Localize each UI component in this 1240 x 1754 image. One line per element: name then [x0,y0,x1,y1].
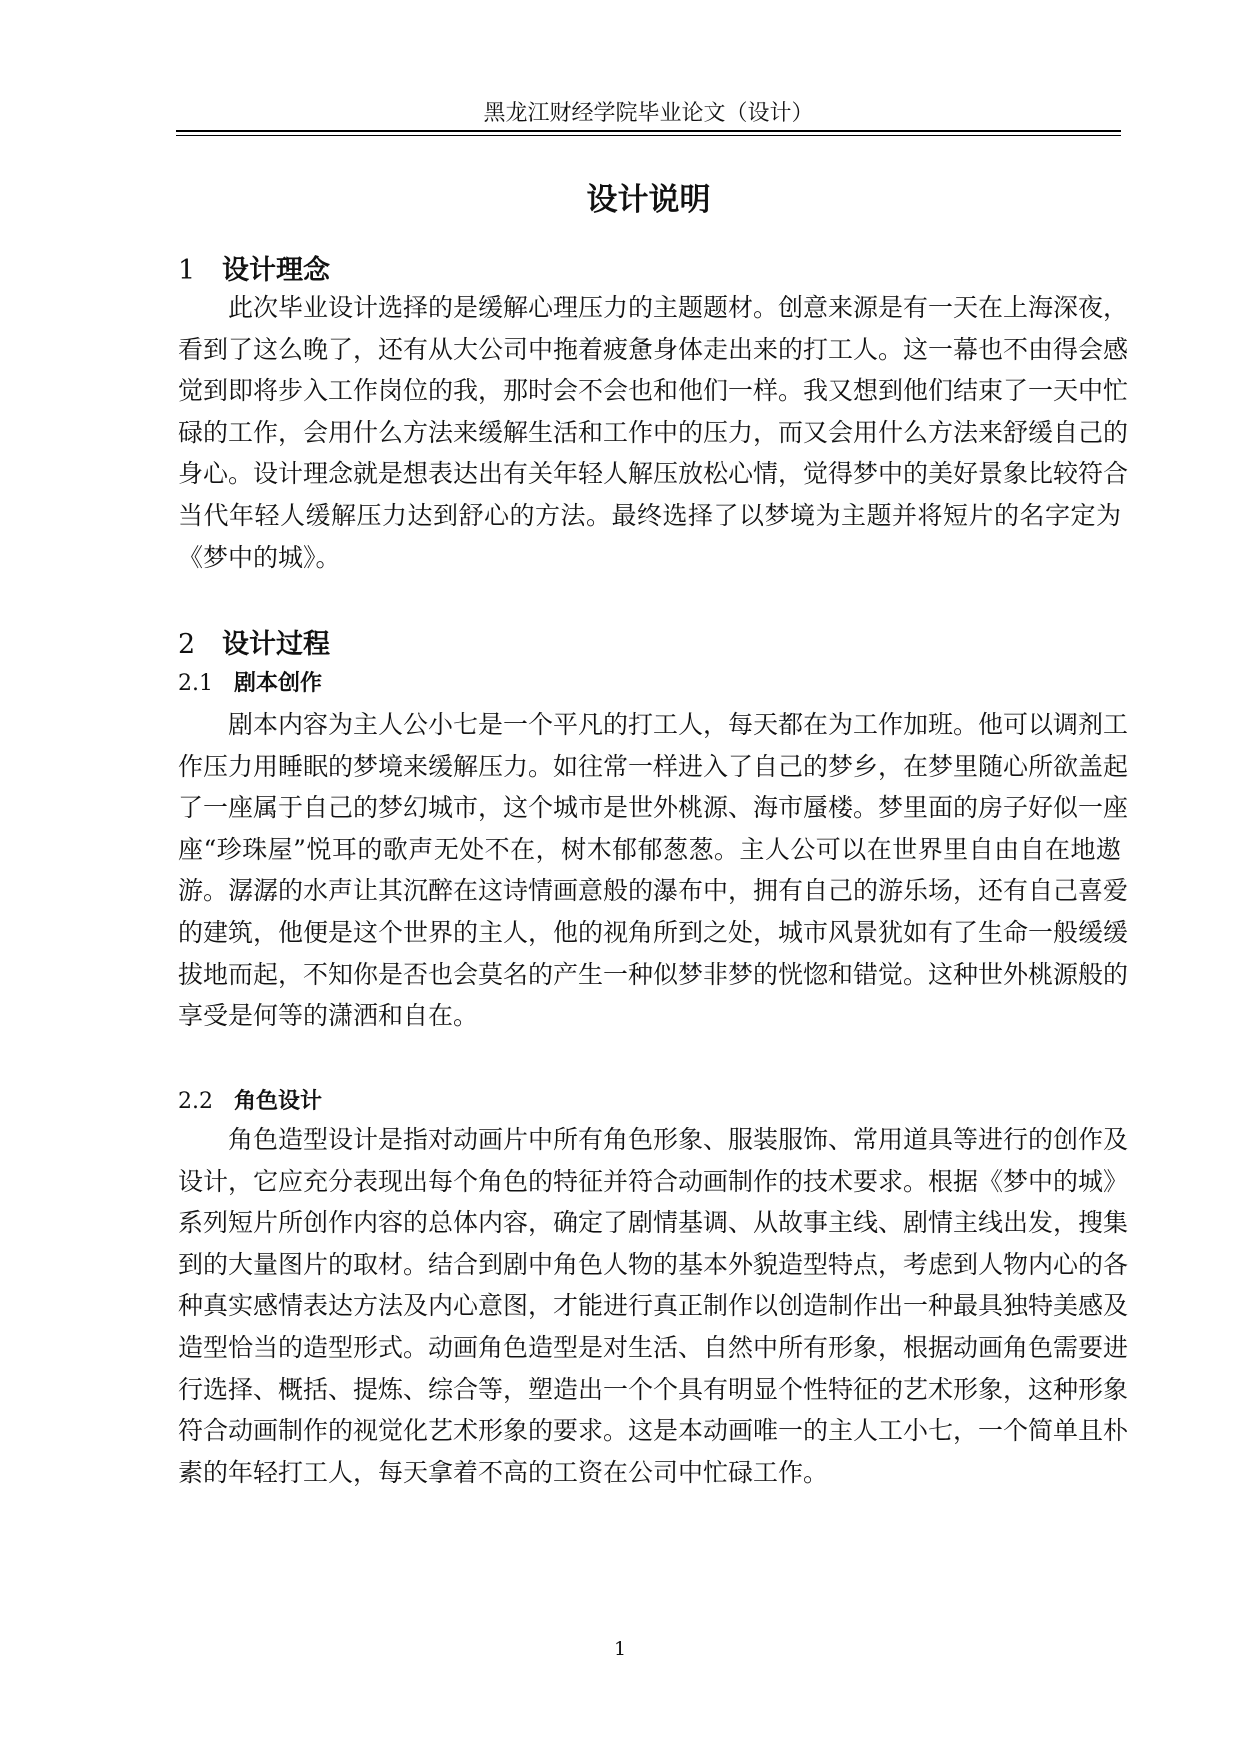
text-line: 设计，它应充分表现出每个角色的特征并符合动画制作的技术要求。根据《梦中的城》 [178,1166,1129,1196]
text-line: 游。潺潺的水声让其沉醉在这诗情画意般的瀑布中，拥有自己的游乐场，还有自己喜爱 [178,876,1129,906]
text-line: 素的年轻打工人，每天拿着不高的工资在公司中忙碌工作。 [178,1457,829,1487]
text-line: 当代年轻人缓解压力达到舒心的方法。最终选择了以梦境为主题并将短片的名字定为 [178,500,1121,530]
section-number: 2 [178,629,196,660]
text-line: 身心。设计理念就是想表达出有关年轻人解压放松心情，觉得梦中的美好景象比较符合 [178,459,1129,489]
section-title: 设计理念 [222,255,330,286]
section-number: 1 [178,255,196,286]
text-line: 行选择、概括、提炼、综合等，塑造出一个个具有明显个性特征的艺术形象，这种形象 [178,1374,1129,1404]
subsection-number: 2.1 [178,671,213,696]
text-line: 作压力用睡眠的梦境来缓解压力。如往常一样进入了自己的梦乡，在梦里随心所欲盖起 [178,751,1129,781]
section-heading-2 [178,622,330,661]
paragraph-1 [178,287,1129,578]
section-title: 设计过程 [222,629,330,660]
header-rule-thin [176,135,1121,136]
page-number: 1 [613,1638,627,1660]
text-line: 符合动画制作的视觉化艺术形象的要求。这是本动画唯一的主人工小七，一个简单且朴 [178,1416,1129,1446]
running-header: 黑龙江财经学院毕业论文（设计） [483,101,814,126]
header-rule-thick [176,130,1121,132]
text-line: 的建筑，他便是这个世界的主人，他的视角所到之处，城市风景犹如有了生命一般缓缓 [178,917,1129,947]
subsection-title: 角色设计 [234,1089,323,1114]
text-line: 了一座属于自己的梦幻城市，这个城市是世外桃源、海市蜃楼。梦里面的房子好似一座 [178,793,1129,823]
text-line: 看到了这么晚了，还有从大公司中拖着疲惫身体走出来的打工人。这一幕也不由得会感 [178,334,1129,364]
subsection-heading-2-1 [178,666,322,697]
text-line: 系列短片所创作内容的总体内容，确定了剧情基调、从故事主线、剧情主线出发，搜集 [178,1208,1129,1238]
text-line: 座“珍珠屋”悦耳的歌声无处不在，树木郁郁葱葱。主人公可以在世界里自由自在地遨 [178,834,1121,864]
text-line: 碌的工作，会用什么方法来缓解生活和工作中的压力，而又会用什么方法来舒缓自己的 [178,417,1129,447]
subsection-heading-2-2 [178,1084,322,1115]
text-line: 享受是何等的潇洒和自在。 [178,1001,479,1031]
section-heading-1 [178,248,330,287]
text-line: 此次毕业设计选择的是缓解心理压力的主题题材。创意来源是有一天在上海深夜， [228,293,1129,322]
paragraph-3 [178,1119,1129,1493]
text-line: 觉到即将步入工作岗位的我，那时会不会也和他们一样。我又想到他们结束了一天中忙 [178,376,1129,406]
text-line: 造型恰当的造型形式。动画角色造型是对生活、自然中所有形象，根据动画角色需要进 [178,1332,1129,1362]
text-line: 拔地而起，不知你是否也会莫名的产生一种似梦非梦的恍惚和错觉。这种世外桃源般的 [178,959,1129,989]
text-line: 到的大量图片的取材。结合到剧中角色人物的基本外貌造型特点，考虑到人物内心的各 [178,1249,1129,1279]
document-title: 设计说明 [586,182,711,218]
subsection-number: 2.2 [178,1089,213,1114]
paragraph-2 [178,704,1129,1037]
subsection-title: 剧本创作 [234,671,323,696]
text-line: 角色造型设计是指对动画片中所有角色形象、服装服饰、常用道具等进行的创作及 [228,1125,1129,1154]
text-line: 剧本内容为主人公小七是一个平凡的打工人，每天都在为工作加班。他可以调剂工 [228,710,1129,739]
text-line: 《梦中的城》。 [178,542,341,572]
text-line: 种真实感情表达方法及内心意图，才能进行真正制作以创造制作出一种最具独特美感及 [178,1291,1129,1321]
